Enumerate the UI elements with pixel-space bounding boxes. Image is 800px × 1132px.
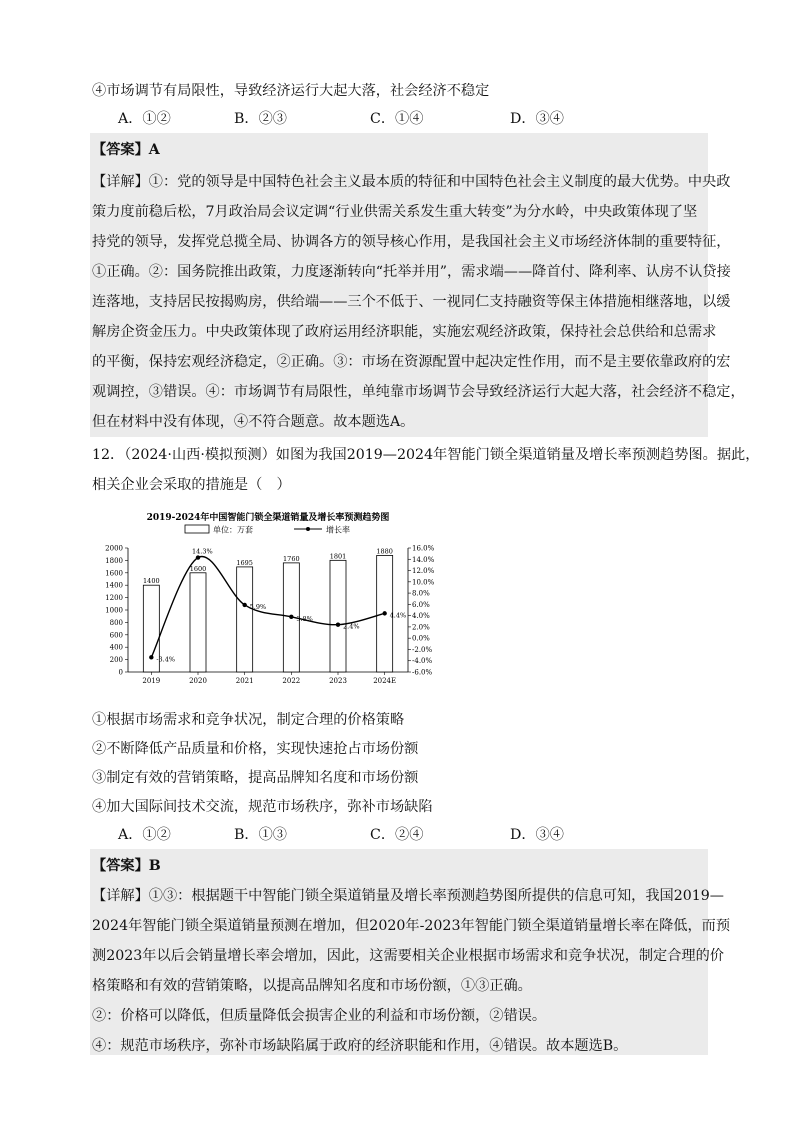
growth-rate-label: 4.4%: [389, 611, 407, 620]
legend-line-label: 增长率: [326, 525, 350, 535]
bar-value-label: 1880: [376, 547, 393, 556]
bar-value-label: 1400: [143, 577, 160, 586]
x-tick-label: 2024E: [373, 677, 397, 685]
left-tick-label: 400: [109, 643, 123, 652]
left-tick-label: 1200: [105, 594, 123, 603]
q12-stem-line: 相关企业会采取的措施是（ ）: [92, 477, 291, 493]
q12-detail-line: 【详解】①③：根据题干中智能门锁全渠道销量及增长率预测趋势图所提供的信息可知，我国2019—: [92, 888, 724, 904]
q11-detail-line: 但在材料中没有体现，④不符合题意。故本题选A。: [92, 414, 415, 430]
left-tick-label: 1800: [105, 556, 123, 565]
q11-choice-b[interactable]: B．②③: [234, 111, 287, 127]
q12-option-3: ③制定有效的营销策略，提高品牌知名度和市场份额: [92, 770, 419, 786]
growth-rate-line: [151, 556, 384, 657]
left-tick-label: 800: [109, 618, 123, 627]
left-tick-label: 2000: [105, 544, 123, 553]
q11-option-4: ④市场调节有局限性，导致经济运行大起大落，社会经济不稳定: [92, 83, 490, 99]
right-tick-label: 14.0%: [412, 555, 435, 564]
right-tick-label: 6.0%: [412, 600, 430, 609]
chart-title: 2019-2024年中国智能门锁全渠道销量及增长率预测趋势图: [146, 513, 390, 523]
q12-option-2: ②不断降低产品质量和价格，实现快速抢占市场份额: [92, 741, 419, 757]
q12-choice-a[interactable]: A．①②: [118, 827, 171, 843]
q12-option-4: ④加大国际间技术交流，规范市场秩序，弥补市场缺陷: [92, 799, 433, 815]
x-tick-label: 2023: [329, 677, 347, 685]
q12-detail-line: 测2023年以后会销量增长率会增加，因此，这需要相关企业根据市场需求和竞争状况，制定合理的价: [92, 948, 724, 964]
x-tick-label: 2022: [282, 677, 301, 685]
q12-detail-line: ④：规范市场秩序，弥补市场缺陷属于政府的经济职能和作用，④错误。故本题选B。: [92, 1038, 628, 1054]
growth-rate-label: 3.8%: [296, 614, 313, 623]
right-tick-label: 2.0%: [412, 623, 430, 632]
q11-detail-line: 连落地，支持居民按揭购房，供给端——三个不低于、一视同仁支持融资等保主体措施相继落地，以缓: [92, 294, 731, 310]
x-tick-label: 2019: [142, 677, 161, 685]
right-tick-label: 16.0%: [412, 544, 435, 553]
right-tick-label: 0.0%: [412, 634, 430, 643]
q12-detail-line: 2024年智能门锁全渠道销量预测在增加，但2020年-2023年智能门锁全渠道销量增长率在降低，而预: [92, 918, 731, 934]
right-tick-label: -4.0%: [412, 657, 433, 666]
growth-rate-label: 2.4%: [343, 622, 360, 631]
q11-detail-line: 观调控，③错误。④：市场调节有局限性，单纯靠市场调节会导致经济运行大起大落，社会经济不稳定，: [92, 384, 745, 400]
q11-choice-a[interactable]: A．①②: [118, 111, 171, 127]
legend-line-marker: [306, 527, 310, 531]
q12-detail-line: 格策略和有效的营销策略，以提高品牌知名度和市场份额，①③正确。: [92, 978, 532, 994]
q12-stem-line: 12．（2024·山西·模拟预测）如图为我国2019—2024年智能门锁全渠道销量及增长率预测趋势图。据此，: [92, 447, 760, 463]
bar: [237, 567, 253, 672]
q12-choice-d[interactable]: D．③④: [510, 827, 564, 843]
right-tick-label: 4.0%: [412, 612, 430, 621]
q12-option-1: ①根据市场需求和竞争状况，制定合理的价格策略: [92, 712, 405, 728]
q11-choice-d[interactable]: D．③④: [510, 111, 564, 127]
bar: [190, 573, 206, 672]
q11-choice-c[interactable]: C．①④: [370, 111, 424, 127]
q11-detail-line: 的平衡，保持宏观经济稳定，②正确。③：市场在资源配置中起决定性作用，而不是主要依靠政府的宏: [92, 354, 731, 370]
legend-bar-swatch: [185, 525, 209, 533]
bar-value-label: 1760: [283, 554, 300, 563]
growth-chart: [90, 508, 450, 688]
growth-rate-point: [336, 622, 340, 626]
q11-detail-line: 【详解】①：党的领导是中国特色社会主义最本质的特征和中国特色社会主义制度的最大优势。中央政: [92, 174, 731, 190]
q11-detail-line: ①正确。②：国务院推出政策，力度逐渐转向“托举并用”，需求端——降首付、降利率、认房不认贷接: [92, 264, 731, 280]
bar: [330, 560, 346, 672]
q11-detail-line: 解房企资金压力。中央政策体现了政府运用经济职能，实施宏观经济政策，保持社会总供给和总需求: [92, 324, 717, 340]
left-tick-label: 1000: [105, 606, 123, 615]
left-tick-label: 600: [109, 631, 123, 640]
q12-answer-label: 【答案】B: [92, 858, 161, 874]
right-tick-label: 12.0%: [412, 567, 435, 576]
right-tick-label: 8.0%: [412, 589, 430, 598]
right-tick-label: -2.0%: [412, 645, 433, 654]
left-tick-label: 1600: [105, 569, 123, 578]
q12-choice-c[interactable]: C．②④: [370, 827, 424, 843]
x-tick-label: 2021: [235, 677, 254, 685]
growth-rate-point: [242, 603, 246, 607]
bar-value-label: 1695: [236, 558, 253, 567]
bar-value-label: 1600: [189, 564, 207, 573]
growth-rate-label: -3.4%: [156, 655, 176, 664]
right-tick-label: 10.0%: [412, 578, 435, 587]
q12-detail-line: ②：价格可以降低，但质量降低会损害企业的利益和市场份额，②错误。: [92, 1008, 547, 1024]
right-tick-label: -6.0%: [412, 668, 433, 677]
left-tick-label: 1400: [105, 581, 123, 590]
growth-rate-point: [196, 555, 200, 559]
q11-detail-line: 持党的领导，发挥党总揽全局、协调各方的领导核心作用，是我国社会主义市场经济体制的重要特征，: [92, 234, 731, 250]
q11-answer-label: 【答案】A: [92, 142, 160, 158]
x-tick-label: 2020: [189, 677, 207, 685]
growth-rate-point: [382, 611, 386, 615]
q11-detail-line: 策力度前稳后松，7月政治局会议定调“行业供需关系发生重大转变”为分水岭，中央政策体现了坚: [92, 204, 698, 220]
left-tick-label: 200: [109, 656, 123, 665]
growth-rate-point: [289, 615, 293, 619]
q12-choice-b[interactable]: B．①③: [234, 827, 287, 843]
left-tick-label: 0: [118, 668, 123, 677]
growth-rate-label: 14.3%: [192, 547, 213, 556]
growth-rate-point: [149, 655, 153, 659]
legend-bar-label: 单位：万套: [213, 525, 253, 535]
bar-value-label: 1801: [329, 552, 347, 561]
growth-rate-label: 5.9%: [249, 602, 267, 611]
